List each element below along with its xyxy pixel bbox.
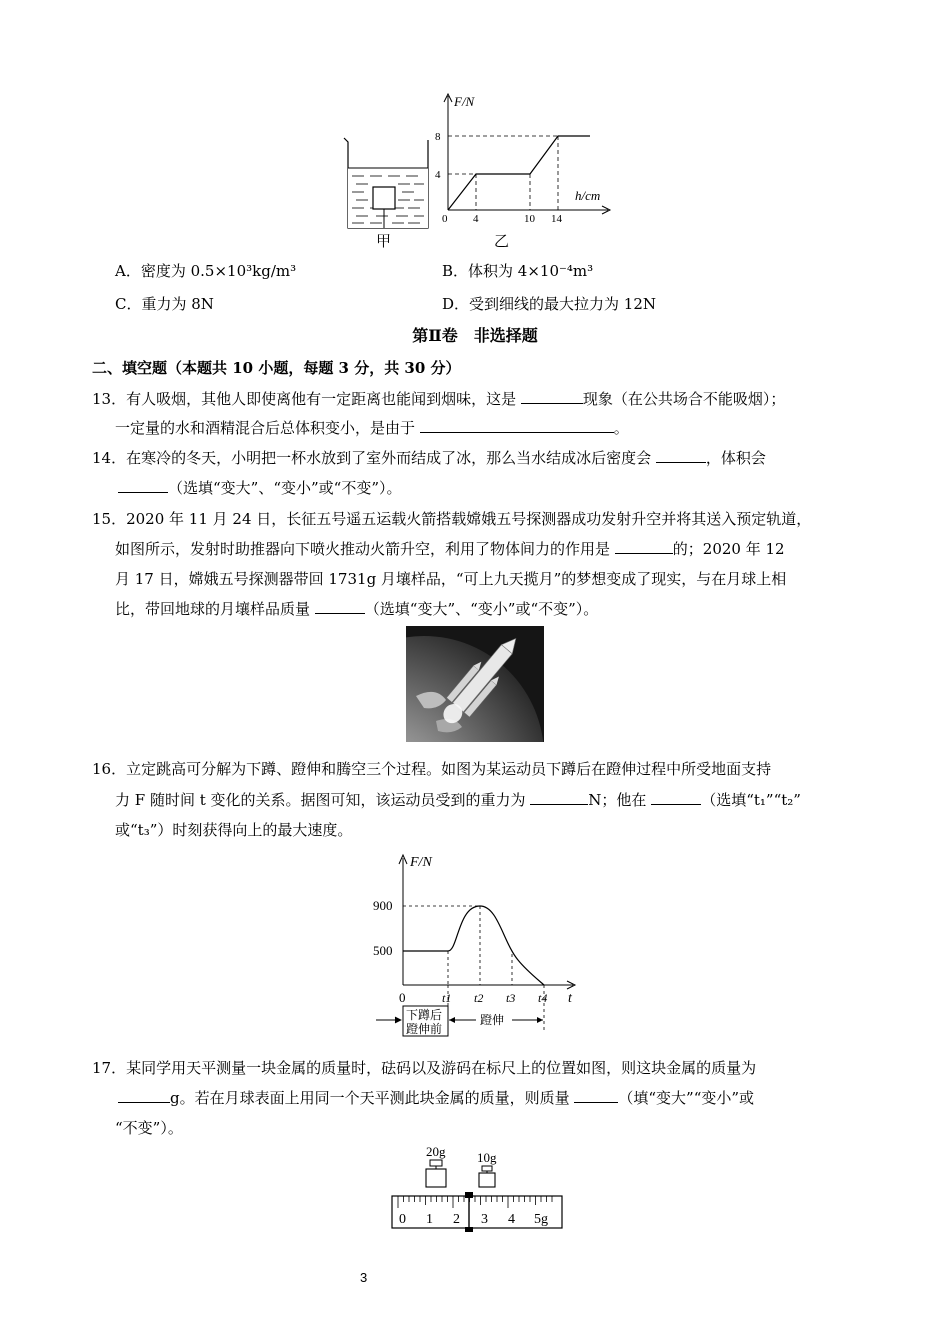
phase-label-a: 下蹲后 <box>406 1008 443 1022</box>
q15-line2: 如图所示，发射时助推器向下喷火推动火箭升空，利用了物体间力的作用是 的；2020 年 12 <box>115 540 785 558</box>
t-tick: t3 <box>506 991 516 1005</box>
q16-line2: 力 F 随时间 t 变化的关系。据图可知，该运动员受到的重力为 N；他在 （选填“t₁”“t₂” <box>115 791 801 809</box>
q16-line1: 16．立定跳高可分解为下蹲、蹬伸和腾空三个过程。如图为某运动员下蹲后在蹬伸过程中所受地面支持 <box>92 760 772 778</box>
ruler-mark: 3 <box>481 1212 488 1227</box>
phase-label-extend: 蹬伸 <box>480 1013 505 1027</box>
x-tick: 0 <box>442 213 448 225</box>
t-tick: 0 <box>399 990 406 1005</box>
option-b: B．体积为 4×10⁻⁴m³ <box>442 262 594 280</box>
q17-blank2[interactable] <box>574 1088 618 1103</box>
ruler-mark: 5g <box>534 1212 548 1227</box>
page-number: 3 <box>360 1270 368 1285</box>
section-title: 第Ⅱ卷 非选择题 <box>412 326 538 345</box>
q16-blank1[interactable] <box>530 790 588 805</box>
f-axis-label: F/N <box>410 855 432 870</box>
t-axis-label: t <box>568 991 572 1006</box>
part2-heading: 二、填空题（本题共 10 小题，每题 3 分，共 30 分） <box>92 359 461 377</box>
q14-line1: 14．在寒冷的冬天，小明把一杯水放到了室外而结成了冰，那么当水结成冰后密度会 ，体积会 <box>92 449 766 467</box>
q15-blank1[interactable] <box>615 539 673 554</box>
ruler-mark: 1 <box>426 1212 433 1227</box>
option-d: D．受到细线的最大拉力为 12N <box>442 295 657 313</box>
weight-20g-label: 20g <box>426 1144 446 1159</box>
q14-blank1[interactable] <box>656 448 706 463</box>
y-tick: 8 <box>435 131 441 143</box>
q13-blank2[interactable] <box>420 418 614 433</box>
x-tick: 4 <box>473 213 479 225</box>
q13-line2: 一定量的水和酒精混合后总体积变小，是由于 。 <box>115 419 629 437</box>
t-tick: t4 <box>538 991 548 1005</box>
t-tick: t1 <box>442 991 452 1005</box>
q17-line1: 17．某同学用天平测量一块金属的质量时，砝码以及游码在标尺上的位置如图，则这块金属的质量为 <box>92 1059 757 1077</box>
option-c: C．重力为 8N <box>115 295 214 313</box>
x-tick: 10 <box>524 213 535 225</box>
ruler-mark: 4 <box>508 1212 515 1227</box>
t-tick: t2 <box>474 991 484 1005</box>
f-tick: 900 <box>373 898 393 913</box>
figure-jia-label: 甲 <box>376 232 392 250</box>
y-axis-label: F/N <box>454 94 475 109</box>
q15-line1: 15．2020 年 11 月 24 日，长征五号遥五运载火箭搭载嫦娥五号探测器成功发射升空并将其送入预定轨道， <box>92 510 812 528</box>
q17-blank1[interactable] <box>118 1088 170 1103</box>
f-tick: 500 <box>373 943 393 958</box>
option-a: A．密度为 0.5×10³kg/m³ <box>115 262 297 280</box>
balance-scale-figure <box>384 1142 574 1234</box>
q15-line4: 比，带回地球的月壤样品质量 （选填“变大”、“变小”或“不变”）。 <box>115 600 599 618</box>
q16-blank2[interactable] <box>651 790 701 805</box>
q14-blank2[interactable] <box>118 478 168 493</box>
y-tick: 4 <box>435 169 441 181</box>
q15-line3: 月 17 日，嫦娥五号探测器带回 1731g 月壤样品，“可上九天揽月”的梦想变成了现实，与在月球上相 <box>115 570 787 588</box>
q17-line2: g。若在月球表面上用同一个天平测此块金属的质量，则质量 （填“变大”“变小”或 <box>118 1088 754 1108</box>
phase-label-b: 蹬伸前 <box>406 1022 443 1036</box>
f-h-graph <box>432 90 612 230</box>
rocket-photo <box>406 626 544 742</box>
figure-yi-label: 乙 <box>494 232 510 250</box>
x-axis-label: h/cm <box>575 188 601 203</box>
f-t-graph <box>368 850 588 1045</box>
q13-line1: 13．有人吸烟，其他人即使离他有一定距离也能闻到烟味，这是 现象（在公共场合不能吸烟）； <box>92 390 786 408</box>
q16-line3: 或“t₃”）时刻获得向上的最大速度。 <box>115 821 353 839</box>
q13-blank1[interactable] <box>521 389 583 404</box>
ruler-mark: 0 <box>399 1212 406 1227</box>
q14-line2: （选填“变大”、“变小”或“不变”）。 <box>118 478 402 498</box>
x-tick: 14 <box>551 213 562 225</box>
ruler-mark: 2 <box>453 1212 460 1227</box>
weight-10g-label: 10g <box>477 1150 497 1165</box>
q15-blank2[interactable] <box>315 599 365 614</box>
q17-line3: “不变”）。 <box>115 1119 183 1137</box>
